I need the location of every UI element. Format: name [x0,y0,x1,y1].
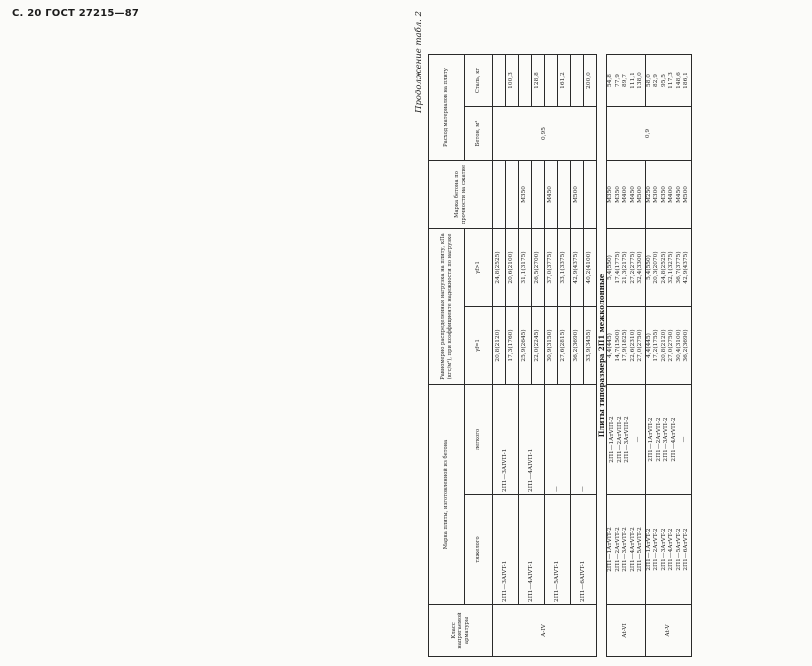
load-gf2-cell: 33,1(3375) [558,229,571,307]
stack-line: 27,0(2750) [668,329,675,362]
stack-line: M250 [645,186,652,204]
stack-line: 2П1—2AтVIT-2 [614,527,621,572]
plates-table [428,54,692,657]
stack-line: 2П1—3AтVIT-2 [622,527,629,572]
light-mark-cell [607,385,646,495]
header-materials-group: Расход материалов на плиту [429,55,465,161]
concrete-grade-cell [506,161,519,229]
light-mark-cell [645,385,691,495]
steel-cell: 200,0 [584,55,597,107]
header-concrete-grade: Марка бетона по прочности на сжатие [429,161,493,229]
stack-line: 2П1—3AтVIП-2 [624,416,631,463]
concrete-grade-cell [607,161,646,229]
stack-line: 21,3(2175) [622,251,629,284]
load-gf1-cell: 33,9(3455) [584,307,597,385]
load-gf2-cell: 31,1(3175) [519,229,532,307]
stack-line: 148,6 [675,72,682,89]
stack-line: 2П1—1AтVIT-2 [607,527,614,572]
dash-mark: — [634,436,641,443]
concrete-volume-cell: 0,9 [607,107,692,161]
concrete-grade-cell [558,161,571,229]
header-steel: Сталь, кг [465,55,493,107]
stack-line: M350 [614,186,621,204]
load-gf1-cell: 30,9(3150) [545,307,558,385]
load-gf1-cell [645,307,691,385]
load-gf2-cell: 20,6(2100) [506,229,519,307]
heavy-mark-cell: 2П1—4AIVT-1 [519,495,545,605]
stack-line: 30,4(3100) [675,329,682,362]
header-marka-group: Марка плиты, изготовленной из бетона [429,385,465,605]
stack-line: M400 [622,186,629,204]
stack-line: M400 [668,186,675,204]
heavy-mark-cell [645,495,691,605]
load-gf2-cell: 26,5(2700) [532,229,545,307]
concrete-grade-cell: M450 [545,161,558,229]
stack-line: 2П1—5AтVIT-2 [637,527,644,572]
stack-line: 32,4(3300) [637,251,644,284]
continuation-label: Продолжение табл. 2 [414,11,424,113]
stack-line: M350 [607,186,614,204]
stack-line: 17,4(1775) [614,251,621,284]
stack-line: M300 [653,186,660,204]
stack-line: 2П1—2AтVIП-2 [616,416,623,463]
klass-cell: At-VI [607,605,646,657]
header-gf-gt1: γf>1 [465,229,493,307]
stack-line: 22,6(2310) [629,329,636,362]
stack-line: 32,1(3275) [668,251,675,284]
header-klass: Класс напрягаемой арматуры [429,605,493,657]
stack-line: 117,3 [668,72,675,89]
header-gf-1: γf=1 [465,307,493,385]
light-mark-cell: 2П1—4AIVП-1 [519,385,545,495]
stack-line: 58,0 [645,74,652,87]
header-light: легкого [465,385,493,495]
header-heavy: тяжелого [465,495,493,605]
heavy-mark-cell: 2П1—5AIVT-1 [545,495,571,605]
stack-line: M500 [637,186,644,204]
stack-line: 27,0(2750) [637,329,644,362]
stack-line: 2П1—2AтVT-2 [653,528,660,571]
stack-line: 42,9(4375) [683,251,690,284]
stack-line: 2П1—1AтVT-2 [645,528,652,571]
stack-line: 27,2(2775) [629,251,636,284]
stack-line: 2П1—5AтVT-2 [675,528,682,571]
concrete-grade-cell [532,161,545,229]
table-row [607,55,646,657]
stack-line: 2П1—1AтVП-2 [648,417,655,462]
stack-line: 2П1—1AтVIП-2 [609,416,616,463]
load-gf1-cell: 27,6(2815) [558,307,571,385]
section-title: Плиты типоразмера 2П1 межколонные [597,55,607,657]
load-gf1-cell [607,307,646,385]
concrete-grade-cell [645,161,691,229]
stack-line: 24,8(2525) [660,251,667,284]
heavy-mark-cell [607,495,646,605]
load-gf1-cell: 17,3(1760) [506,307,519,385]
steel-cell: 128,8 [532,55,545,107]
load-gf1-cell: 36,2(3690) [571,307,584,385]
steel-cell [545,55,558,107]
stack-line: 17,2(1755) [653,329,660,362]
stack-line: 2П1—6AтVT-2 [683,528,690,571]
stack-line: 5,4(550) [607,255,614,280]
concrete-grade-cell [493,161,506,229]
stack-line: M350 [660,186,667,204]
stack-line: 17,9(1825) [622,329,629,362]
stack-line: 5,4(550) [645,255,652,280]
klass-cell: At-V [645,605,691,657]
load-gf1-cell: 25,9(2645) [519,307,532,385]
load-gf1-cell: 22,0(2245) [532,307,545,385]
heavy-mark-cell: 2П1—6AIVT-1 [571,495,597,605]
stack-line: 138,0 [637,72,644,89]
light-mark-cell: — [571,385,597,495]
load-gf2-cell: 42,9(4375) [571,229,584,307]
light-mark-cell: 2П1—3AIVП-1 [493,385,519,495]
stack-line: 89,7 [622,74,629,87]
header-load-group: Равномерно распределенная нагрузка на плиту, кПа (кгс/м²), при коэффициенте надежности по нагрузке [429,229,465,385]
stack-line: 20,8(2120) [660,329,667,362]
stack-line: 2П1—3AтVП-2 [663,417,670,462]
stack-line: 54,8 [607,74,614,87]
stack-line: M450 [675,186,682,204]
load-gf2-cell: 24,8(2525) [493,229,506,307]
concrete-grade-cell: M500 [571,161,584,229]
concrete-grade-cell: M350 [519,161,532,229]
stack-line: 2П1—2AтVП-2 [655,417,662,462]
steel-cell [493,55,506,107]
stack-line: 2П1—4AтVIT-2 [629,527,636,572]
rotated-table-area [412,11,812,657]
header-concrete-volume: Бетон, м³ [465,107,493,161]
load-gf1-cell: 20,8(2120) [493,307,506,385]
stack-line: 36,7(3775) [675,251,682,284]
stack-line: 2П1—4AтVT-2 [668,528,675,571]
page-header: С. 20 ГОСТ 27215—87 [12,8,140,19]
heavy-mark-cell: 2П1—3AIVT-1 [493,495,519,605]
klass-cell: A-IV [493,605,597,657]
stack-line: 36,2(3690) [683,329,690,362]
stack-line: 2П1—4AтVП-2 [670,417,677,462]
stack-line: 14,7(1500) [614,329,621,362]
steel-cell [645,55,691,107]
stack-line: 186,1 [683,72,690,89]
steel-cell: 100,3 [506,55,519,107]
steel-cell [571,55,584,107]
dash-mark: — [681,436,688,443]
stack-line: 20,3(2070) [653,251,660,284]
load-gf2-cell: 37,0(3775) [545,229,558,307]
concrete-grade-cell [584,161,597,229]
stack-line: M450 [629,186,636,204]
stack-line: 95,5 [660,74,667,87]
light-mark-cell: — [545,385,571,495]
steel-cell: 161,2 [558,55,571,107]
stack-line: 4,4(445) [607,333,614,358]
stack-line: 77,9 [614,74,621,87]
stack-line: M500 [683,186,690,204]
concrete-volume-cell: 0,95 [493,107,597,161]
steel-cell [519,55,532,107]
table-row [493,55,506,657]
stack-line: 2П1—3AтVT-2 [660,528,667,571]
stack-line: 111,1 [629,72,636,89]
load-gf2-cell [645,229,691,307]
load-gf2-cell: 40,2(4100) [584,229,597,307]
stack-line: 4,4(445) [645,333,652,358]
load-gf2-cell [607,229,646,307]
steel-cell [607,55,646,107]
stack-line: 82,9 [653,74,660,87]
